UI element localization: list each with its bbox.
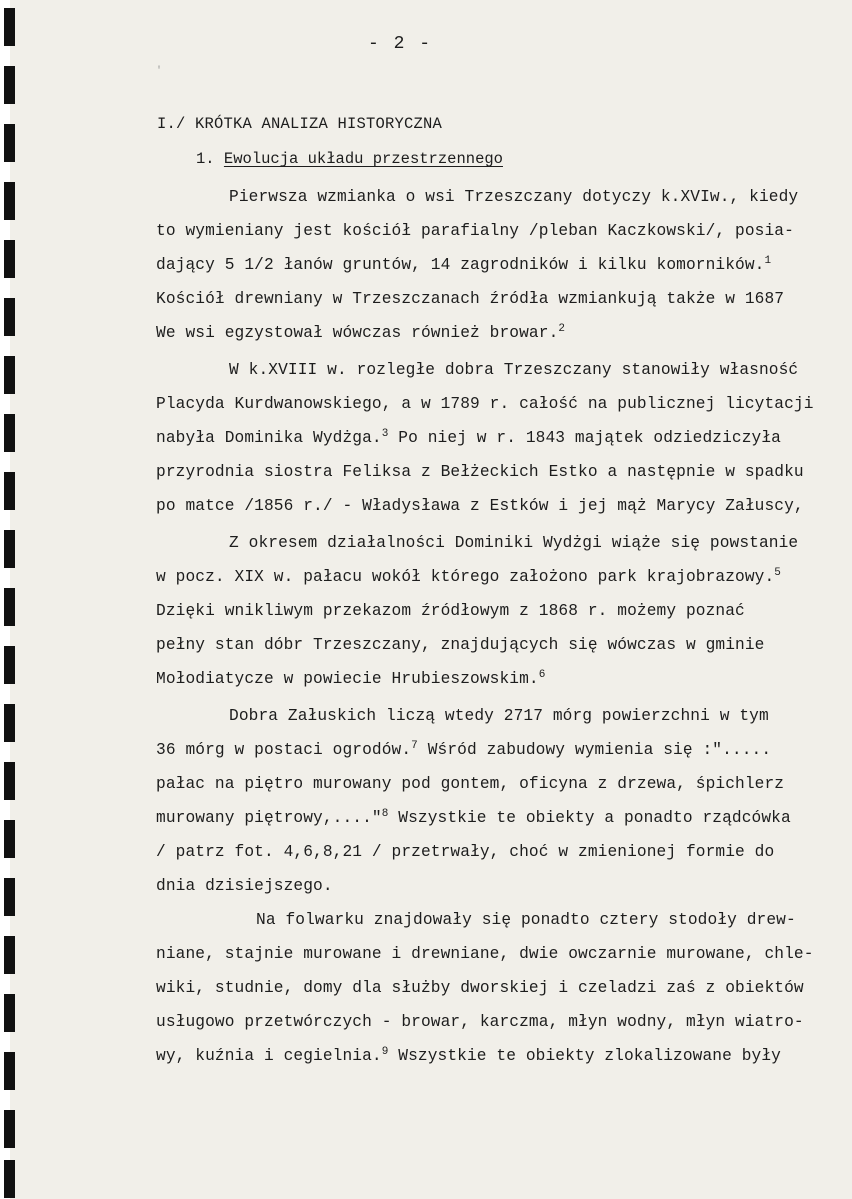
body-line: pełny stan dóbr Trzeszczany, znajdujących się wówczas w gminie (156, 636, 765, 654)
page-number: - 2 - (368, 34, 433, 54)
footnote-ref: 3 (381, 428, 389, 440)
footnote-ref: 9 (381, 1046, 389, 1058)
binding-hole (4, 356, 15, 394)
body-line: niane, stajnie murowane i drewniane, dwie owczarnie murowane, chle- (156, 945, 814, 963)
footnote-ref: 8 (381, 808, 389, 820)
body-line: przyrodnia siostra Feliksa z Bełżeckich Estko a następnie w spadku (156, 463, 804, 481)
footnote-ref: 2 (558, 323, 566, 335)
binding-hole (4, 646, 15, 684)
subsection-number: 1. (196, 150, 215, 168)
body-line: pałac na piętro murowany pod gontem, oficyna z drzewa, śpichlerz (156, 775, 785, 793)
footnote-ref: 5 (774, 567, 781, 579)
binding-hole (4, 414, 15, 452)
binding-hole (4, 704, 15, 742)
binding-hole (4, 182, 15, 220)
body-line: 36 mórg w postaci ogrodów.$^7$ Wśród zabudowy wymienia się :"..... (156, 740, 772, 759)
binding-hole (4, 1110, 15, 1148)
body-line: nabyła Dominika Wydżga.$^3$ Po niej w r. 1843 majątek odziedziczyła (156, 428, 782, 447)
body-line: Mołodiatycze w powiecie Hrubieszowskim.$^6$ (156, 669, 546, 688)
binding-hole (4, 472, 15, 510)
binding-hole (4, 530, 15, 568)
body-line: Pierwsza wzmianka o wsi Trzeszczany dotyczy k.XVIw., kiedy (229, 188, 799, 206)
binding-hole (4, 820, 15, 858)
binding-hole (4, 1052, 15, 1090)
footnote-ref: 7 (411, 740, 418, 752)
footnote-ref: 6 (538, 669, 546, 681)
binding-hole (4, 66, 15, 104)
footnote-ref: 1 (764, 255, 772, 267)
section-heading: I./ KRÓTKA ANALIZA HISTORYCZNA (157, 115, 443, 133)
body-line: w pocz. XIX w. pałacu wokół którego założono park krajobrazowy.$^5$ (156, 567, 781, 586)
binding-hole (4, 994, 15, 1032)
body-line: We wsi egzystował wówczas również browar.$^2$ (156, 323, 566, 342)
body-line: Z okresem działalności Dominiki Wydżgi wiąże się powstanie (229, 534, 799, 552)
binding-hole (4, 762, 15, 800)
binding-hole (4, 8, 15, 46)
body-line: wy, kuźnia i cegielnia.$^9$ Wszystkie te obiekty zlokalizowane były (156, 1046, 782, 1065)
binding-hole (4, 588, 15, 626)
binding-hole (4, 240, 15, 278)
body-line: dnia dzisiejszego. (156, 877, 333, 895)
body-line: usługowo przetwórczych - browar, karczma, młyn wodny, młyn wiatro- (156, 1013, 804, 1031)
body-line: murowany piętrowy,...."$^8$ Wszystkie te obiekty a ponadto rządcówka (156, 808, 791, 827)
subsection-heading (196, 150, 503, 168)
body-line: W k.XVIII w. rozległe dobra Trzeszczany stanowiły własność (229, 361, 799, 379)
subsection-title: Ewolucja układu przestrzennego (223, 150, 503, 168)
binding-hole (4, 1160, 15, 1198)
paper-mark: ' (156, 66, 163, 77)
binding-hole (4, 298, 15, 336)
body-line: / patrz fot. 4,6,8,21 / przetrwały, choć w zmienionej formie do (156, 843, 775, 861)
body-line: po matce /1856 r./ - Władysława z Estków i jej mąż Marycy Załuscy, (156, 497, 804, 515)
body-line: dający 5 1/2 łanów gruntów, 14 zagrodników i kilku komorników.$^1$ (156, 255, 772, 274)
body-line: Dobra Załuskich liczą wtedy 2717 mórg powierzchni w tym (229, 707, 769, 725)
body-line: Placyda Kurdwanowskiego, a w 1789 r. całość na publicznej licytacji (156, 395, 814, 413)
binding-hole (4, 936, 15, 974)
binding-hole (4, 124, 15, 162)
body-line: Kościół drewniany w Trzeszczanach źródła wzmiankują także w 1687 (156, 290, 785, 308)
binding-hole (4, 878, 15, 916)
body-line: wiki, studnie, domy dla służby dworskiej i czeladzi zaś z obiektów (156, 979, 804, 997)
body-line: Dzięki wnikliwym przekazom źródłowym z 1868 r. możemy poznać (156, 602, 745, 620)
body-line: Na folwarku znajdowały się ponadto cztery stodoły drew- (256, 911, 796, 929)
body-line: to wymieniany jest kościół parafialny /pleban Kaczkowski/, posia- (156, 222, 794, 240)
